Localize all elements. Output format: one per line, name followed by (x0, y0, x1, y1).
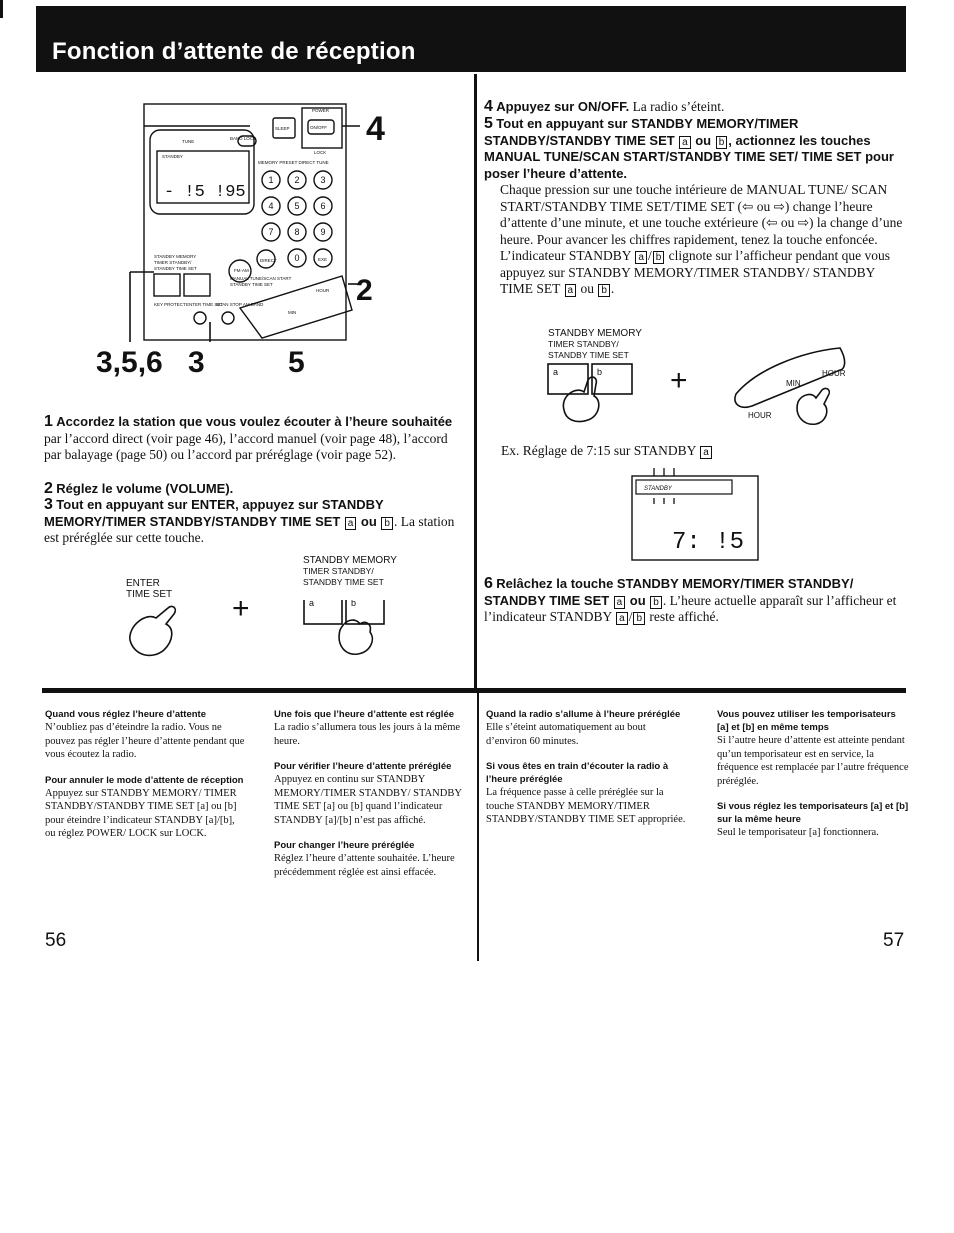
svg-text:HOUR: HOUR (748, 411, 772, 420)
step-5: 5 Tout en appuyant sur STANDBY MEMORY/TIMER STANDBY/STANDBY TIME SET a ou b , actionnez les touches MANUAL TUNE/SCAN START/STANDBY TIME SET/ TIME SET pour poser l’heure d’attente. Chaque pression sur une touche intérieure de MANUAL TUNE/ SCAN START/STANDBY TIME SET/TIME SET (⇦ ou ⇨) change l’heure d’attente d’une minute, et une touche extérieure (⇦ ou ⇨) la change d’une heure. Pour avancer les chiffres rapidement, tenez la touche enfoncée. L’indicateur STANDBY a / b clignote sur l’afficheur pendant que vous appuyez sur STANDBY MEMORY/TIMER STANDBY/ STANDBY TIME SET a ou b . (484, 115, 903, 296)
svg-text:0: 0 (294, 253, 300, 263)
svg-text:STANDBY MEMORY: STANDBY MEMORY (154, 254, 197, 259)
svg-text:4: 4 (366, 110, 385, 148)
page-number-right: 57 (883, 930, 905, 951)
svg-text:- !5 !95: - !5 !95 (164, 183, 246, 202)
page-number-left: 56 (45, 930, 67, 951)
svg-text:HOUR: HOUR (316, 288, 330, 293)
step-5-paragraph-2: L’indicateur STANDBY a / b clignote sur l’afficheur pendant que vous appuyez sur STANDBY MEMORY/TIMER STANDBY/ STANDBY TIME SET a ou b . (500, 248, 890, 296)
notes-column-3: Quand la radio s’allume à l’heure préréglée Elle s’éteint automatiquement au bout d’environ 60 minutes. Si vous êtes en train d’écouter la radio à l’heure préréglée La fréquence passe à celle préréglée sur la touche STANDBY MEMORY/TIMER STANDBY/STANDBY TIME SET appropriée. (486, 709, 686, 825)
svg-text:5: 5 (288, 346, 305, 379)
svg-text:4: 4 (268, 201, 274, 211)
svg-text:8: 8 (294, 227, 300, 237)
svg-text:MIN: MIN (786, 379, 801, 388)
column-divider (474, 74, 477, 688)
svg-text:a: a (553, 367, 559, 377)
notes-column-1: Quand vous réglez l’heure d’attente N’oubliez pas d’éteindre la radio. Vous ne pouvez pas régler l’heure d’attente pendant que vous écoutez la radio. Pour annuler le mode d’attente de réception Appuyez sur STANDBY MEMORY/ TIMER STANDBY/STANDBY TIME SET [a] ou [b] pour éteindre l’indicateur STANDBY [a]/[b], ou réglez POWER/ LOCK sur LOCK. (45, 709, 245, 839)
page-title: Fonction d’attente de réception (52, 38, 416, 65)
svg-text:STANDBY TIME SET: STANDBY TIME SET (230, 282, 273, 287)
svg-text:TUNE: TUNE (182, 139, 195, 144)
svg-text:2: 2 (294, 175, 300, 185)
column-divider-lower (477, 693, 479, 961)
svg-text:1: 1 (268, 175, 274, 185)
section-divider (42, 688, 906, 693)
svg-text:ENTER TIME SET: ENTER TIME SET (186, 302, 224, 307)
svg-text:+: + (670, 364, 688, 397)
svg-text:STANDBY: STANDBY (644, 486, 672, 492)
notes-column-4: Vous pouvez utiliser les temporisateurs [a] et [b] en même temps Si l’autre heure d’attente est atteinte pendant qu’un temporisateur est en service, la fréquence est remplacée par l’autre fréquence préréglée. Si vous réglez les temporisateurs [a] et [b] sur la même heure Seul le temporisateur [a] fonctionnera. (717, 709, 909, 838)
step-3: 3 Tout en appuyant sur ENTER, appuyez sur STANDBY MEMORY/TIMER STANDBY/STANDBY TIME SET a ou b . La station est préréglée sur cette touche. (44, 496, 455, 545)
svg-text:2: 2 (356, 274, 373, 307)
svg-text:9: 9 (320, 227, 326, 237)
lcd-display (630, 466, 762, 562)
svg-text:a: a (309, 600, 315, 608)
svg-text:TIMER STANDBY/: TIMER STANDBY/ (154, 260, 192, 265)
svg-text:FM·AM: FM·AM (234, 268, 249, 273)
standby-plus-hour-figure (540, 340, 860, 430)
svg-text:3: 3 (188, 346, 205, 379)
enter-plus-ab-figure (110, 600, 400, 680)
svg-text:b: b (597, 367, 603, 377)
example-caption: Ex. Réglage de 7:15 sur STANDBY a (501, 443, 713, 460)
radio-panel-diagram (90, 96, 400, 386)
svg-text:KEY PROTECT: KEY PROTECT (154, 302, 186, 307)
svg-text:MIN: MIN (288, 310, 297, 315)
svg-text:SLEEP: SLEEP (275, 126, 290, 131)
svg-text:HOUR: HOUR (822, 369, 846, 378)
crop-mark (0, 0, 3, 18)
svg-text:ON/OFF: ON/OFF (310, 125, 327, 130)
svg-text:3: 3 (320, 175, 326, 185)
svg-text:DIRECT: DIRECT (260, 258, 277, 263)
svg-text:6: 6 (320, 201, 326, 211)
svg-text:3,5,6: 3,5,6 (96, 346, 163, 379)
svg-text:7: !5: 7: !5 (672, 529, 745, 556)
svg-text:EXE: EXE (318, 257, 328, 262)
svg-text:5: 5 (294, 201, 300, 211)
step-4: 4 Appuyez sur ON/OFF. La radio s’éteint. (484, 98, 725, 115)
svg-text:+: + (232, 600, 250, 625)
svg-text:MEMORY PRESET DIRECT TUNE: MEMORY PRESET DIRECT TUNE (258, 160, 329, 165)
svg-text:POWER: POWER (312, 108, 330, 113)
notes-column-2: Une fois que l’heure d’attente est réglée La radio s’allumera tous les jours à la même heure. Pour vérifier l’heure d’attente préréglée Appuyez en continu sur STANDBY MEMORY/TIMER STANDBY/ STANDBY TIME SET [a] ou [b] quand l’indicateur STANDBY [a]/[b] n’est pas affiché. Pour changer l’heure préréglée Réglez l’heure d’attente souhaitée. L’heure précédemment réglée est ainsi effacée. (274, 709, 462, 878)
svg-text:MANUAL TUNE/SCAN START: MANUAL TUNE/SCAN START (230, 276, 292, 281)
svg-text:7: 7 (268, 227, 274, 237)
svg-text:b: b (351, 600, 357, 608)
step-6: 6 Relâchez la touche STANDBY MEMORY/TIMER STANDBY/ STANDBY TIME SET a ou b . L’heure actuelle apparaît sur l’afficheur et l’indicateur STANDBY a / b reste affiché. (484, 575, 897, 624)
svg-text:STANDBY: STANDBY (162, 154, 183, 159)
standby-memory-label: STANDBY MEMORY TIMER STANDBY/ STANDBY TIME SET (303, 555, 397, 587)
enter-label: ENTER TIME SET (126, 578, 173, 600)
svg-text:STANDBY TIME SET: STANDBY TIME SET (154, 266, 197, 271)
svg-text:BAND LOCK: BAND LOCK (230, 136, 257, 141)
step-2: 2 Réglez le volume (VOLUME). (44, 480, 234, 497)
step-5-paragraph-1: Chaque pression sur une touche intérieure de MANUAL TUNE/ SCAN START/STANDBY TIME SET/TIME SET (⇦ ou ⇨) change l’heure d’attente d’une minute, et une touche extérieure (⇦ ou ⇨) la change d’une heure. Pour avancer les chiffres rapidement, tenez la touche enfoncée. (500, 182, 903, 247)
svg-text:LOCK: LOCK (314, 150, 327, 155)
svg-text:SCAN STOP AM BAND: SCAN STOP AM BAND (216, 302, 264, 307)
step-1: 1 Accordez la station que vous voulez écouter à l’heure souhaitée par l’accord direct (voir page 46), l’accord manuel (voir page 48), l’accord par balayage (page 50) ou l’accord par préréglage (voir page 52). (44, 413, 453, 462)
right-standby-memory-label: STANDBY MEMORY TIMER STANDBY/ STANDBY TIME SET (548, 328, 642, 360)
